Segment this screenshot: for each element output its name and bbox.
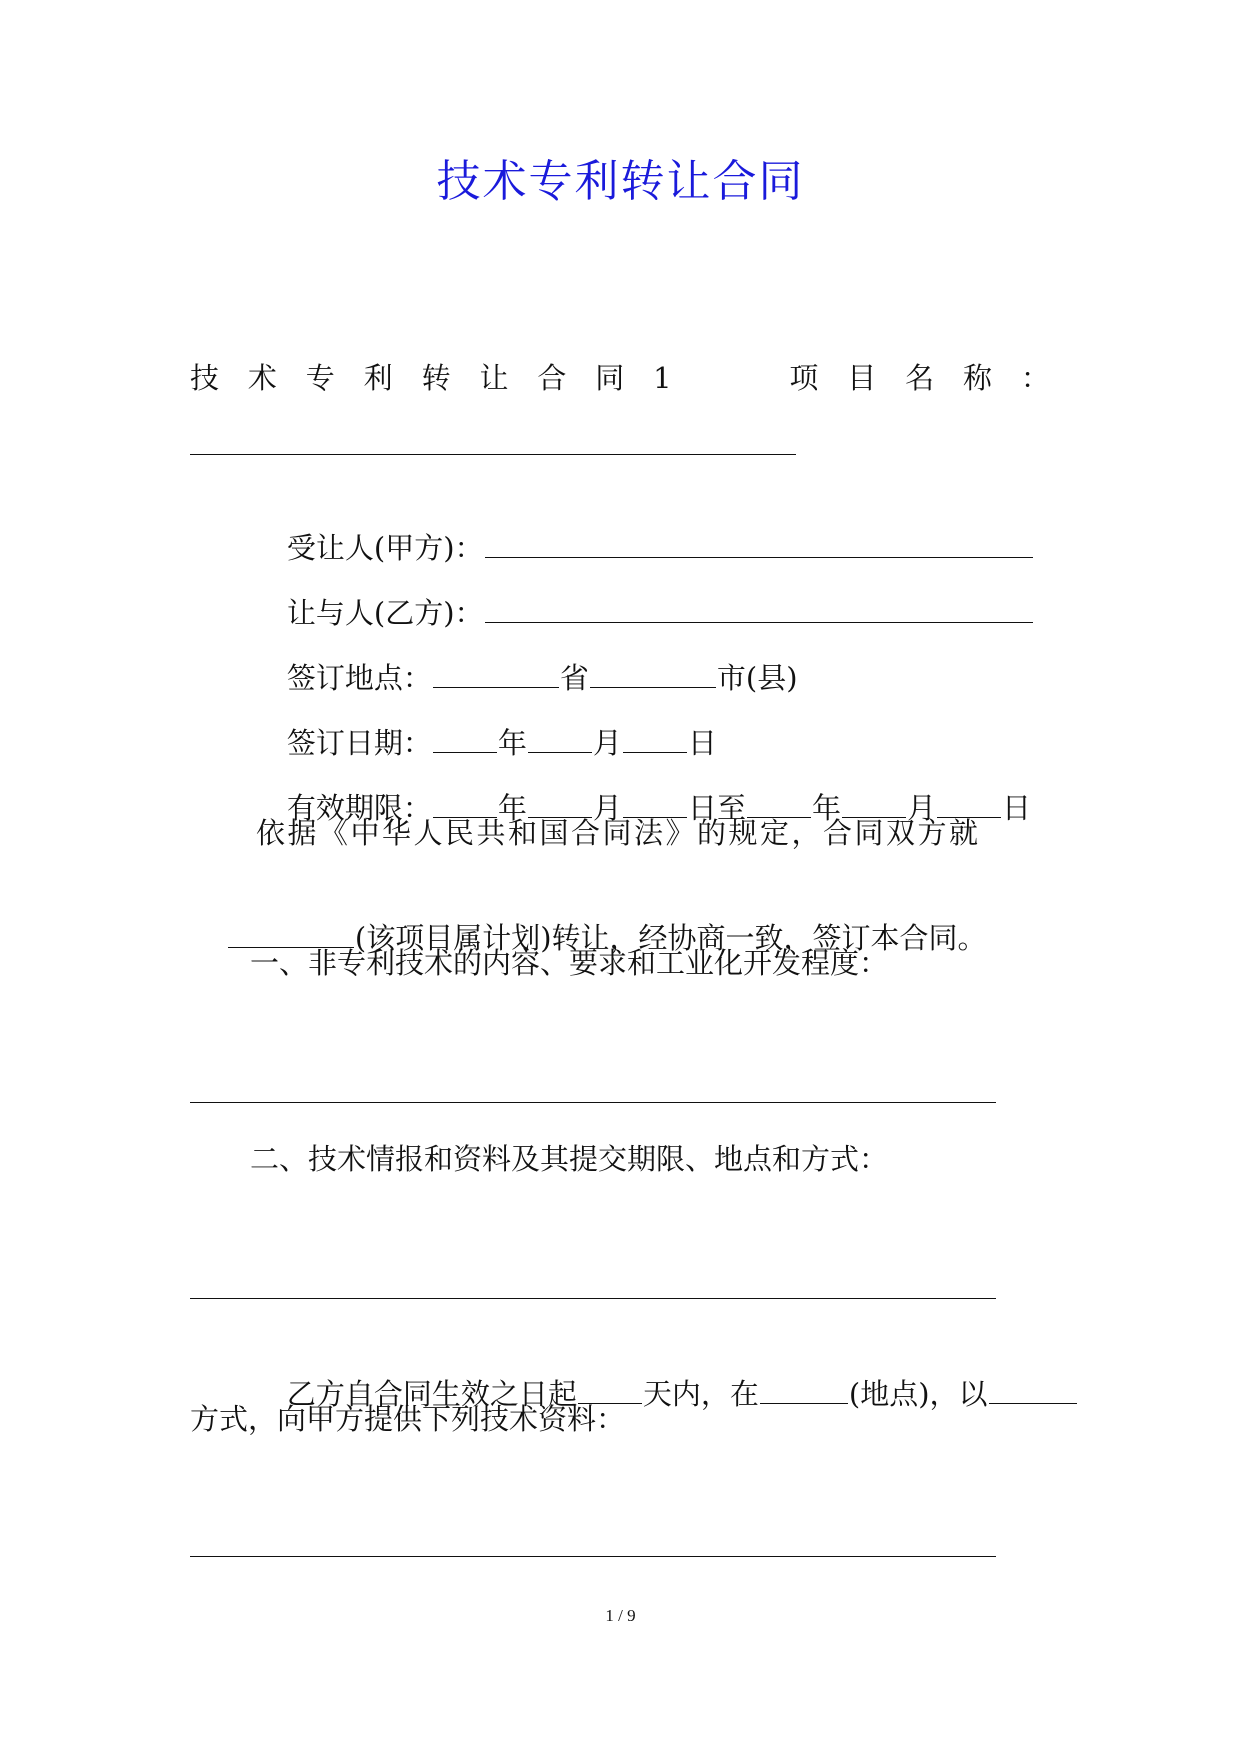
year-label: 年	[811, 791, 841, 825]
year-label: 年	[497, 791, 527, 825]
materials-blank	[190, 1556, 996, 1557]
heading-char: 同	[595, 361, 625, 395]
heading-line	[190, 358, 1050, 398]
day-label: 日	[687, 726, 717, 760]
place-blank	[760, 1375, 848, 1404]
delivery-text-b: 天内，在	[642, 1377, 759, 1411]
document-title: 技术专利转让合同	[436, 156, 805, 207]
page-number: 1 / 9	[605, 1606, 636, 1625]
day-label: 日	[1001, 791, 1031, 825]
heading-char: 利	[363, 361, 393, 395]
validity-label: 有效期限：	[286, 791, 432, 825]
delivery-text-c: (地点)，以	[848, 1377, 988, 1411]
assignor-label: 让与人(乙方)：	[286, 596, 484, 630]
project-name-char: 名	[905, 361, 935, 395]
basis-paragraph: 依据《中华人民共和国合同法》的规定，合同双方就	[256, 816, 981, 850]
section-2-blank	[190, 1298, 996, 1299]
heading-char: 转	[421, 361, 451, 395]
method-blank	[989, 1375, 1077, 1404]
project-name-char: 目	[847, 361, 877, 395]
section-1-heading: 一、非专利技术的内容、要求和工业化开发程度：	[250, 946, 889, 980]
heading-char: 术	[247, 361, 277, 395]
section-1-blank	[190, 1102, 996, 1103]
section-2-heading: 二、技术情报和资料及其提交期限、地点和方式：	[250, 1142, 889, 1176]
date-label: 签订日期：	[286, 726, 432, 760]
month-label: 月	[592, 726, 622, 760]
assignee-label: 受让人(甲方)：	[286, 531, 484, 565]
project-name-blank	[190, 454, 796, 455]
project-name-char: 项	[789, 361, 819, 395]
project-name-char: 称	[963, 361, 993, 395]
year-label: 年	[497, 726, 527, 760]
month-label: 月	[592, 791, 622, 825]
month-label: 月	[906, 791, 936, 825]
city-label: 市(县)	[716, 661, 798, 695]
place-label: 签订地点：	[286, 661, 432, 695]
heading-char: 合	[537, 361, 567, 395]
delivery-text-a: 乙方自合同生效之日起	[286, 1377, 577, 1411]
basis-continuation-text: (该项目属计划)转让，经协商一致，签订本合同。	[354, 921, 987, 955]
project-name-char: ：	[1020, 361, 1050, 395]
heading-char: 让	[479, 361, 509, 395]
province-label: 省	[559, 661, 589, 695]
heading-char: 技	[190, 361, 220, 395]
to-label: 至	[716, 791, 746, 825]
delivery-continuation: 方式，向甲方提供下列技术资料：	[190, 1402, 626, 1436]
day-label: 日	[687, 791, 717, 825]
heading-char: 1	[653, 361, 672, 395]
heading-char: 专	[305, 361, 335, 395]
